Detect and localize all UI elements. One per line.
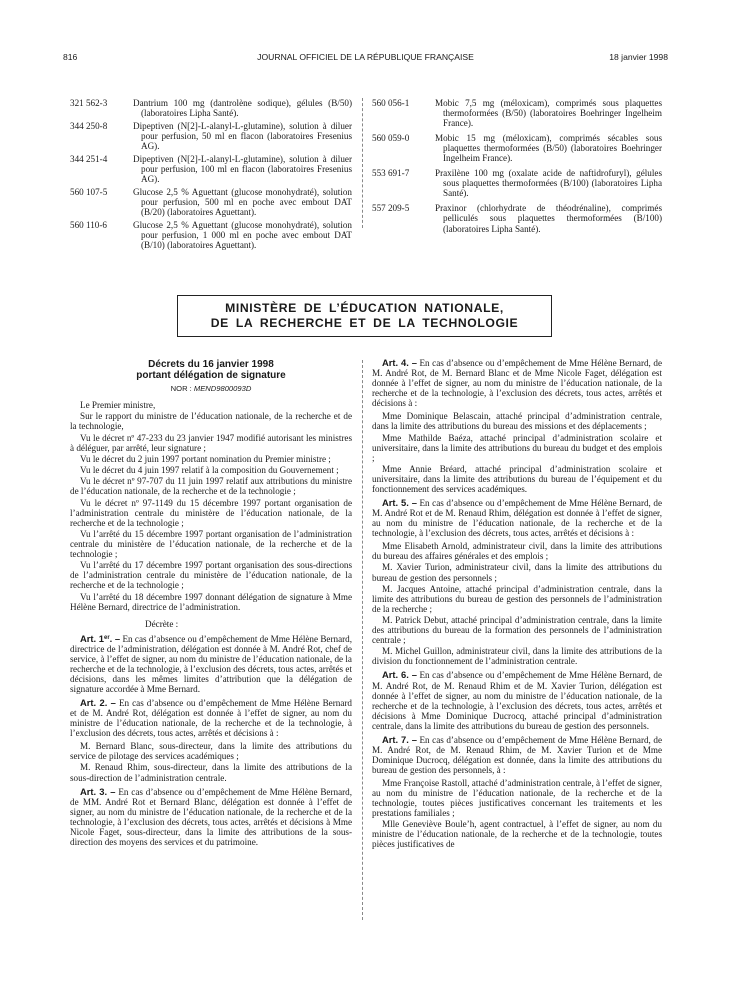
product-description: Glucose 2,5 % Aguettant (glucose monohydraté), solution pour perfusion, 1 000 ml en poche avec embout DAT (B/10) (laboratoires Aguettant).: [133, 219, 352, 250]
product-code: 321 562-3: [70, 98, 108, 108]
product-description: Glucose 2,5 % Aguettant (glucose monohydraté), solution pour perfusion, 500 ml en poche avec embout DAT (B/20) (laboratoires Aguettant).: [133, 186, 352, 217]
preamble-paragraph: Vu le décret nº 97-707 du 11 juin 1997 relatif aux attributions du ministre de l’éducation nationale, de la recherche et de la technologie ;: [70, 476, 352, 497]
preamble-paragraph: Vu le décret nº 47-233 du 23 janvier 1947 modifié autorisant les ministres à déléguer, par arrêté, leur signature ;: [70, 432, 352, 453]
nor-value: MEND9800093D: [193, 384, 252, 393]
article-5: [372, 498, 662, 538]
article-number: Art. 6: [382, 669, 407, 681]
article-number: Art. 1: [80, 632, 104, 644]
decrete-heading: Décrète :: [145, 618, 179, 629]
article-number: Art. 2: [80, 697, 105, 708]
article-text: En cas d’absence ou d’empêchement de Mme Hélène Bernard, directrice de l’administration, délégation est donnée à M. André Rot, chef de service, à l’effet de signer, au nom du ministre de l’éducation nationale, de la recherche et de la technologie, à l’exclusion des décrets, tous actes, arrêtés et décisions, dans les mêmes limites d’attribution que la délégation de signature accordée à Mme Bernard.: [70, 633, 352, 694]
article-item: Mme Annie Bréard, attaché principal d’administration scolaire et universitaire, dans la limite des attributions du bureau de l’équipement et du fonctionnement des services académiques.: [372, 463, 662, 494]
decree-title: [70, 359, 352, 381]
page-number: 816: [63, 52, 78, 62]
article-number: Art. 5: [382, 496, 407, 508]
article-text: En cas d’absence ou d’empêchement de Mme Hélène Bernard, de M. André Rot, de M. Renaud Rhim et de M. Xavier Turion, délégation est donnée à l’effet de signer, au nom du ministre de l’éducation nationale, de la recherche et de la technologie, à l’exclusion des décrets, tous actes, arrêtés et décisions à Mme Dominique Ducrocq, attaché principal d’administration centrale, dans la limite des attributions du bureau de gestion des personnels.: [372, 670, 662, 731]
article-item: M. Jacques Antoine, attaché principal d’administration centrale, dans la limite des attributions du bureau de gestion des personnels de l’administration de la recherche ;: [372, 583, 662, 614]
article-label: [382, 734, 417, 745]
product-code: 344 251-4: [70, 153, 108, 164]
article-label: [80, 633, 120, 644]
article-text: En cas d’absence ou d’empêchement de Mme Hélène Bernard, de M. André Rot et de M. Renaud Rhim, délégation est donnée à l’effet de signer, au nom du ministre de l’éducation nationale, de la recherche et de la technologie, à l’exclusion des décrets, tous actes, arrêtés et décisions à :: [372, 497, 662, 539]
running-header: [63, 52, 668, 64]
article-label: [80, 786, 116, 797]
product-description: Dipeptiven (N[2]-L-alanyl-L-glutamine), solution à diluer pour perfusion, 100 ml en flacon (laboratoires Fresenius AG).: [133, 153, 352, 184]
preamble-paragraph: Vu le décret du 2 juin 1997 portant nomination du Premier ministre ;: [80, 453, 331, 464]
preamble-paragraph: Le Premier ministre,: [80, 400, 156, 411]
article-text: En cas d’absence ou d’empêchement de Mme Hélène Bernard, de M. André Rot, de M. Bernard Blanc et de Mme Nicole Faget, délégation est donnée à l’effet de signer, au nom du ministre de l’éducation nationale, de la recherche et de la technologie, à l’exclusion des décrets, tous actes, arrêtés et décisions à :: [372, 358, 662, 409]
article-item: M. Patrick Debut, attaché principal d’administration centrale, dans la limite des attributions du bureau de la formation des personnels de l’administration centrale ;: [372, 615, 662, 646]
product-code: 560 056-1: [372, 98, 410, 108]
product-code: 557 209-5: [372, 203, 410, 214]
article-item: M. Michel Guillon, administrateur civil, dans la limite des attributions de la division du fonctionnement de l’administration centrale.: [372, 646, 662, 667]
product-code: 560 059-0: [372, 133, 410, 144]
product-entry: [372, 98, 662, 128]
article-item: M. Xavier Turion, administrateur civil, dans la limite des attributions du bureau de gestion des personnels ;: [372, 562, 662, 583]
product-description: Dipeptiven (N[2]-L-alanyl-L-glutamine), solution à diluer pour perfusion, 50 ml en flacon (laboratoires Fresenius AG).: [133, 120, 352, 151]
article-7: [372, 735, 662, 775]
preamble-paragraph: Vu l’arrêté du 18 décembre 1997 donnant délégation de signature à Mme Hélène Bernard, directrice de l’administration.: [70, 591, 352, 612]
article-dash: . –: [406, 669, 417, 681]
article-item: Mme Mathilde Baéza, attaché principal d’administration scolaire et universitaire, dans la limite des attributions du bureau du budget et des emplois ;: [372, 432, 662, 463]
product-list-left: [70, 98, 352, 253]
product-code: 344 250-8: [70, 120, 108, 131]
article-text: En cas d’absence ou d’empêchement de Mme Hélène Bernard, de MM. André Rot et Bernard Blanc, délégation est donnée à l’effet de signer, au nom du ministre de l’éducation nationale, de la recherche et de la technologie, à l’exclusion des décrets, tous actes, arrêtés et décisions à Mme Nicole Faget, sous-directeur, dans la limite des attributions de la sous-direction des moyens des services et du patrimoine.: [70, 786, 352, 847]
article-ordinal: er: [104, 634, 110, 641]
article-dash: . –: [104, 697, 116, 708]
product-entry: [70, 98, 352, 118]
preamble-paragraph: Sur le rapport du ministre de l’éducation nationale, de la recherche et de la technologie,: [70, 411, 352, 432]
ministry-heading-box: [177, 295, 552, 337]
product-entry: [70, 121, 352, 151]
article-item: Mme Elisabeth Arnold, administrateur civil, dans la limite des attributions du bureau des affaires générales et des emplois ;: [372, 541, 662, 562]
ministry-heading-line-1: MINISTÈRE DE L’ÉDUCATION NATIONALE,: [225, 301, 504, 315]
product-description: Mobic 15 mg (méloxicam), comprimés sécables sous plaquettes thermoformées (B/50) (laboratoires Boehringer Ingelheim France).: [435, 133, 662, 164]
preamble-paragraph: Vu le décret du 4 juin 1997 relatif à la composition du Gouvernement ;: [80, 465, 339, 476]
product-entry: [70, 187, 352, 217]
nor-label: NOR :: [170, 384, 192, 393]
article-text: En cas d’absence ou d’empêchement de Mme Hélène Bernard et de M. André Rot, délégation est donnée à l’effet de signer, au nom du ministre de l’éducation nationale, de la recherche et de la technologie, à l’exclusion des décrets, tous actes, arrêtés et décisions à :: [70, 698, 352, 739]
nor-reference: [70, 384, 352, 394]
article-number: Art. 7: [382, 733, 407, 745]
article-item: Mlle Geneviève Boule’h, agent contractuel, à l’effet de signer, au nom du ministre de l’éducation nationale, de la recherche et de la technologie, toutes pièces justificatives de: [372, 819, 662, 850]
product-entry: [70, 154, 352, 184]
article-dash: . –: [109, 632, 121, 644]
article-3: [70, 787, 352, 847]
product-entry: [372, 133, 662, 163]
column-divider: [362, 360, 363, 920]
article-dash: . –: [406, 357, 417, 368]
article-number: Art. 3: [80, 785, 105, 797]
preamble-paragraph: Vu le décret nº 97-1149 du 15 décembre 1997 portant organisation de l’administration centrale du ministère de l’éducation nationale, de la recherche et de la technologie ;: [70, 497, 352, 528]
article-label: [382, 497, 417, 508]
product-description: Praxilène 100 mg (oxalate acide de naftidrofuryl), gélules sous plaquettes thermoformées (B/100) (laboratoires Lipha Santé).: [435, 168, 662, 199]
decree-title-line-2: portant délégation de signature: [136, 370, 286, 381]
product-entry: [372, 168, 662, 198]
product-entry: [372, 203, 662, 233]
article-text: En cas d’absence ou d’empêchement de Mme Hélène Bernard, de M. André Rot, de M. Renaud Rhim, de M. Xavier Turion et de Mme Dominique Ducrocq, délégation est donnée, dans la limite des attributions du bureau de gestion des personnels, à :: [372, 734, 662, 775]
product-code: 553 691-7: [372, 168, 410, 179]
article-1: [70, 634, 352, 694]
article-number: Art. 4: [382, 357, 407, 368]
article-item: Mme Dominique Belascain, attaché principal d’administration centrale, dans la limite des attributions du bureau des missions et des déplacements ;: [372, 411, 662, 432]
product-code: 560 110-6: [70, 219, 107, 230]
column-divider: [362, 98, 363, 228]
preamble-paragraph: Vu l’arrêté du 17 décembre 1997 portant organisation des sous-directions de l’administration centrale du ministère de l’éducation nationale, de la recherche et de la technologie ;: [70, 560, 352, 591]
article-2: [70, 698, 352, 738]
decree-title-line-1: Décrets du 16 janvier 1998: [148, 359, 274, 370]
journal-title: JOURNAL OFFICIEL DE LA RÉPUBLIQUE FRANÇAISE: [257, 52, 474, 62]
product-description: Dantrium 100 mg (dantrolène sodique), gélules (B/50) (laboratoires Lipha Santé).: [133, 98, 352, 119]
product-entry: [70, 220, 352, 250]
article-item: M. Renaud Rhim, sous-directeur, dans la limite des attributions de la sous-direction de l’administration centrale.: [70, 762, 352, 783]
article-6: [372, 670, 662, 730]
article-label: [382, 357, 417, 368]
product-description: Praxinor (chlorhydrate de théodrénaline), comprimés pelliculés sous plaquettes thermoformées (B/100) (laboratoires Lipha Santé).: [435, 203, 662, 234]
article-dash: . –: [406, 496, 417, 508]
issue-date: 18 janvier 1998: [609, 52, 668, 62]
preamble-paragraph: Vu l’arrêté du 15 décembre 1997 portant organisation de l’administration centrale du ministère de l’éducation nationale, de la recherche et de la technologie ;: [70, 528, 352, 560]
article-4: [372, 358, 662, 408]
article-dash: . –: [406, 733, 417, 745]
decree-column-right: [372, 358, 662, 851]
article-item: M. Bernard Blanc, sous-directeur, dans la limite des attributions du service de pilotage des services académiques ;: [70, 741, 352, 762]
article-label: [382, 669, 417, 680]
product-code: 560 107-5: [70, 186, 108, 197]
decree-column-left: [70, 359, 352, 848]
product-description: Mobic 7,5 mg (méloxicam), comprimés sous plaquettes thermoformées (B/50) (laboratoires Boehringer Ingelheim France).: [435, 98, 662, 129]
article-dash: . –: [104, 785, 116, 797]
article-item: Mme Françoise Rastoll, attaché d’administration centrale, à l’effet de signer, au nom du ministre de l’éducation nationale, de la recherche et de la technologie, toutes pièces justificatives concernant les traitements et les prestations familiales ;: [372, 777, 662, 819]
ministry-heading-line-2: DE LA RECHERCHE ET DE LA TECHNOLOGIE: [210, 316, 519, 330]
article-label: [80, 697, 116, 708]
product-list-right: [372, 98, 662, 236]
